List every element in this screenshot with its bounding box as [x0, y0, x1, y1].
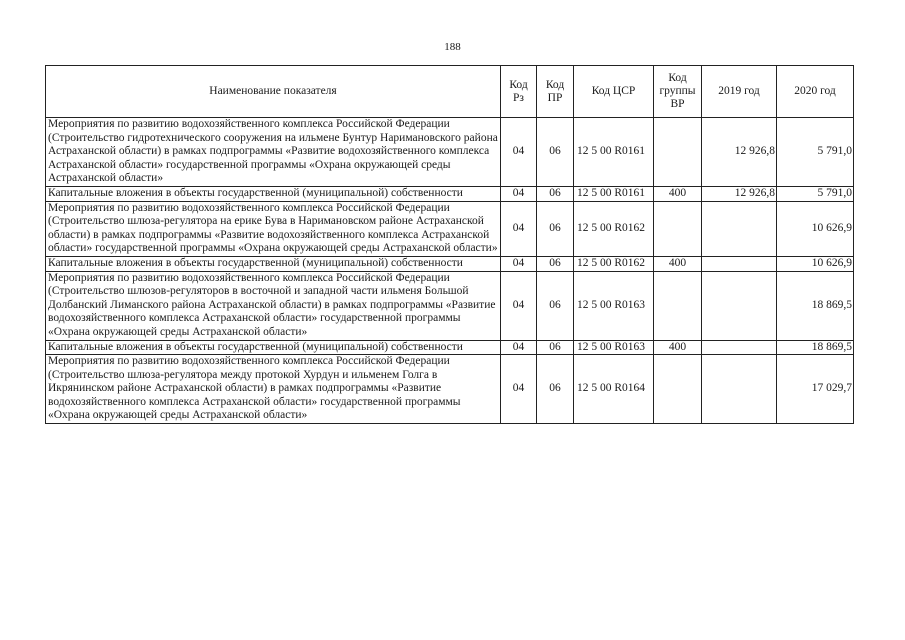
cell-vr	[654, 271, 702, 340]
cell-csr: 12 5 00 R0162	[574, 201, 654, 256]
cell-pr: 06	[537, 256, 574, 271]
header-rz: Код Рз	[501, 66, 537, 118]
cell-rz: 04	[501, 271, 537, 340]
cell-rz: 04	[501, 256, 537, 271]
cell-2020: 18 869,5	[777, 271, 854, 340]
cell-name: Мероприятия по развитию водохозяйственного комплекса Российской Федерации (Строительство гидротехнического сооружения на ильмене Бунтур Наримановского района Астраханской области) в рамках подпрограммы «Развитие водохозяйственного комплекса Астраханской области» государственной программы «Охрана окружающей среды Астраханской области»	[46, 118, 501, 187]
cell-pr: 06	[537, 271, 574, 340]
cell-vr	[654, 355, 702, 424]
table-row	[46, 201, 854, 256]
header-name: Наименование показателя	[46, 66, 501, 118]
cell-2020: 5 791,0	[777, 186, 854, 201]
header-pr: Код ПР	[537, 66, 574, 118]
cell-name: Мероприятия по развитию водохозяйственного комплекса Российской Федерации (Строительство шлюза-регулятора на ерике Бува в Наримановском районе Астраханской области) в рамках подпрограммы «Развитие водохозяйственного комплекса Астраханской области» государственной программы «Охрана окружающей среды Астраханской области»	[46, 201, 501, 256]
table-row	[46, 271, 854, 340]
header-csr: Код ЦСР	[574, 66, 654, 118]
table-row	[46, 256, 854, 271]
cell-2019	[702, 201, 777, 256]
table-row	[46, 118, 854, 187]
cell-2020: 10 626,9	[777, 201, 854, 256]
cell-csr: 12 5 00 R0161	[574, 186, 654, 201]
cell-csr: 12 5 00 R0162	[574, 256, 654, 271]
cell-2019: 12 926,8	[702, 186, 777, 201]
cell-name: Мероприятия по развитию водохозяйственного комплекса Российской Федерации (Строительство шлюза-регулятора между протокой Хурдун и ильменем Голга в Икрянинском районе Астраханской области) в рамках подпрограммы «Развитие водохозяйственного комплекса Астраханской области» государственной программы «Охрана окружающей среды Астраханской области»	[46, 355, 501, 424]
cell-pr: 06	[537, 201, 574, 256]
cell-pr: 06	[537, 340, 574, 355]
cell-2020: 10 626,9	[777, 256, 854, 271]
cell-vr: 400	[654, 256, 702, 271]
cell-csr: 12 5 00 R0161	[574, 118, 654, 187]
cell-rz: 04	[501, 118, 537, 187]
cell-vr: 400	[654, 340, 702, 355]
cell-pr: 06	[537, 186, 574, 201]
table-row	[46, 186, 854, 201]
header-2020: 2020 год	[777, 66, 854, 118]
cell-name: Капитальные вложения в объекты государственной (муниципальной) собственности	[46, 256, 501, 271]
page-number: 188	[444, 41, 461, 53]
table-header-row	[46, 66, 854, 118]
cell-2020: 18 869,5	[777, 340, 854, 355]
cell-csr: 12 5 00 R0164	[574, 355, 654, 424]
cell-name: Капитальные вложения в объекты государственной (муниципальной) собственности	[46, 340, 501, 355]
cell-vr	[654, 201, 702, 256]
table-row	[46, 355, 854, 424]
table-row	[46, 340, 854, 355]
cell-vr	[654, 118, 702, 187]
cell-vr: 400	[654, 186, 702, 201]
cell-2019: 12 926,8	[702, 118, 777, 187]
cell-csr: 12 5 00 R0163	[574, 271, 654, 340]
cell-rz: 04	[501, 186, 537, 201]
cell-2019	[702, 271, 777, 340]
header-vr: Код группы ВР	[654, 66, 702, 118]
cell-pr: 06	[537, 355, 574, 424]
cell-rz: 04	[501, 340, 537, 355]
cell-csr: 12 5 00 R0163	[574, 340, 654, 355]
cell-2019	[702, 340, 777, 355]
cell-2019	[702, 355, 777, 424]
cell-rz: 04	[501, 355, 537, 424]
cell-name: Капитальные вложения в объекты государственной (муниципальной) собственности	[46, 186, 501, 201]
header-2019: 2019 год	[702, 66, 777, 118]
table-body	[46, 118, 854, 424]
cell-2020: 5 791,0	[777, 118, 854, 187]
budget-table	[45, 65, 854, 424]
cell-pr: 06	[537, 118, 574, 187]
cell-rz: 04	[501, 201, 537, 256]
cell-2020: 17 029,7	[777, 355, 854, 424]
cell-name: Мероприятия по развитию водохозяйственного комплекса Российской Федерации (Строительство шлюзов-регуляторов в восточной и западной части ильменя Большой Долбанский Лиманского района Астраханской области) в рамках подпрограммы «Развитие водохозяйственного комплекса Астраханской области» государственной программы «Охрана окружающей среды Астраханской области»	[46, 271, 501, 340]
cell-2019	[702, 256, 777, 271]
